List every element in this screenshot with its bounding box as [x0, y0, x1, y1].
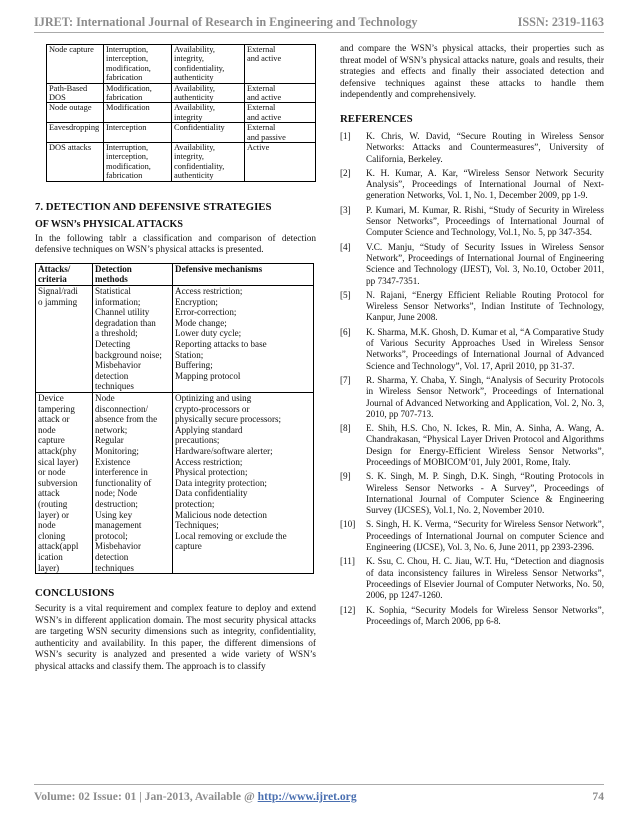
- reference-text: N. Rajani, “Energy Efficient Reliable Routing Protocol for Wireless Sensor Networks”, Indian Institute of Technology, Kanpur, June 2008.: [366, 289, 604, 323]
- column-header: Detection methods: [93, 263, 173, 285]
- reference-item: [340, 375, 604, 420]
- left-column: [35, 44, 316, 674]
- reference-number: [5]: [340, 289, 351, 300]
- reference-number: [9]: [340, 471, 351, 482]
- reference-number: [8]: [340, 423, 351, 434]
- journal-link[interactable]: http://www.ijret.org: [257, 790, 357, 803]
- reference-item: [340, 423, 604, 468]
- footer-volume-text: Volume: 02 Issue: 01 | Jan-2013, Available @: [34, 790, 258, 803]
- table-cell: Optinizing and using crypto-processors or physically secure processors; Applying standard precautions; Hardware/software alerter; Access restriction; Physical protection; Data integrity protection; Data confidentiality protection; Malicious node detection Techniques; Local removing or exclude the capture: [173, 393, 314, 574]
- reference-text: K. Sharma, M.K. Ghosh, D. Kumar et al, “A Comparative Study of Various Security Approaches Used in Wireless Sensor Networks”, Proceedings of International Journal of Advanced Science and Technology”, Vol. 17, April 2010, pp 31-37.: [366, 326, 604, 371]
- reference-item: [340, 290, 604, 324]
- section-subheading: OF WSN’s PHYSICAL ATTACKS: [35, 218, 183, 230]
- reference-number: [4]: [340, 241, 351, 252]
- table-cell: Confidentiality: [172, 123, 245, 143]
- table-cell: Interception: [104, 123, 172, 143]
- issn: ISSN: 2319-1163: [517, 15, 604, 29]
- column-header: Attacks/ criteria: [36, 263, 93, 285]
- right-column: [340, 44, 604, 627]
- journal-title: IJRET: International Journal of Research in Engineering and Technology: [34, 15, 418, 29]
- reference-text: P. Kumari, M. Kumar, R. Rishi, “Study of Security in Wireless Sensor Networks”, Proceedings of International Journal of Computer Science and Technology, Vol.1, No. 5, pp 347-354.: [366, 204, 604, 238]
- reference-item: [340, 205, 604, 239]
- table-cell: Signal/radi o jamming: [36, 286, 93, 393]
- page-number: 74: [592, 790, 604, 803]
- footer-volume: [34, 790, 357, 803]
- table-row: [47, 143, 316, 182]
- reference-item: [340, 131, 604, 165]
- reference-text: K. Ssu, C. Chou, H. C. Jiau, W.T. Hu, “Detection and diagnosis of data inconsistency failures in Wireless Sensor Networks”, Proceedings of Elsevier Journal of Computer Networks, No. 50, 2006, pp 1247-1260.: [366, 556, 604, 601]
- table-cell: Modification: [104, 103, 172, 123]
- reference-text: K. Sophia, “Security Models for Wireless Sensor Networks”, Proceedings of, March 2006, pp 6-8.: [366, 604, 604, 626]
- reference-item: [340, 327, 604, 372]
- table-cell: Availability, authenticity: [172, 83, 245, 103]
- reference-number: [10]: [340, 519, 356, 530]
- conclusions-continued: and compare the WSN’s physical attacks, their properties such as threat model of WSN’s physical attacks nature, goals and results, their strategies and effects and finally their associated detection and defensive techniques against these attacks to handle them independently and comprehensively.: [340, 44, 604, 101]
- attack-properties-table: [46, 44, 316, 182]
- table-row: [36, 393, 314, 574]
- table-cell: Availability, integrity, confidentiality, authenticity: [172, 143, 245, 182]
- page-header: [34, 10, 604, 30]
- page-footer: [34, 790, 604, 803]
- table-cell: External and active: [245, 83, 316, 103]
- reference-number: [3]: [340, 204, 351, 215]
- table-cell: Path-Based DOS: [47, 83, 104, 103]
- reference-number: [2]: [340, 167, 351, 178]
- table-row: [47, 103, 316, 123]
- table-cell: Node capture: [47, 45, 104, 84]
- section-intro: In the following tablr a classification and comparison of detection defensive techniques on WSN’s physical attacks is presented.: [35, 233, 316, 256]
- reference-number: [12]: [340, 604, 356, 615]
- reference-item: [340, 605, 604, 628]
- table-cell: Device tampering attack or node capture attack(phy sical layer) or node subversion attack (routing layer) or node cloning attack(appl ication layer): [36, 393, 93, 574]
- table-cell: DOS attacks: [47, 143, 104, 182]
- table-row: [47, 83, 316, 103]
- reference-number: [11]: [340, 556, 355, 567]
- table-row: [36, 286, 314, 393]
- table-cell: External and active: [245, 103, 316, 123]
- table-cell: Eavesdropping: [47, 123, 104, 143]
- reference-number: [1]: [340, 130, 351, 141]
- detection-defense-table: [35, 263, 314, 574]
- section-heading: 7. DETECTION AND DEFENSIVE STRATEGIES: [35, 200, 272, 213]
- reference-item: [340, 168, 604, 202]
- table-cell: Node disconnection/ absence from the network; Regular Monitoring; Existence interference in functionality of node; Node destruction; Using key management protocol; Misbehavior detection techniques: [93, 393, 173, 574]
- table-cell: Interruption, interception, modification, fabrication: [104, 143, 172, 182]
- column-header: Defensive mechanisms: [173, 263, 314, 285]
- references-heading: REFERENCES: [340, 112, 413, 125]
- table-cell: Modification, fabrication: [104, 83, 172, 103]
- table-cell: Availability, integrity, confidentiality, authenticity: [172, 45, 245, 84]
- table-cell: Active: [245, 143, 316, 182]
- table-row: [47, 45, 316, 84]
- table-row: [47, 123, 316, 143]
- reference-text: K. H. Kumar, A. Kar, “Wireless Sensor Network Security Analysis”, Proceedings of International Journal of Next-generation Networks, Vol. 1, No. 1, December 2009, pp 1-9.: [366, 167, 604, 201]
- reference-number: [7]: [340, 374, 351, 385]
- reference-text: S. Singh, H. K. Verma, “Security for Wireless Sensor Network”, Proceedings of International Journal on computer Science and Engineering (IJCSE), Vol. 3, No. 6, June 2011, pp 2393-2396.: [366, 519, 604, 553]
- table-cell: Interruption, interception, modification, fabrication: [104, 45, 172, 84]
- header-divider: [34, 32, 604, 33]
- reference-text: E. Shih, H.S. Cho, N. Ickes, R. Min, A. Sinha, A. Wang, A. Chandrakasan, “Physical Layer Driven Protocol and Algorithms Design for Energy-Efficient Wireless Sensor Networks”, Proceedings of MOBICOM’01, July 2001, Rome, Italy.: [366, 423, 604, 467]
- reference-number: [6]: [340, 326, 351, 337]
- table-cell: External and active: [245, 45, 316, 84]
- reference-item: [340, 471, 604, 516]
- reference-text: K. Chris, W. David, “Secure Routing in Wireless Sensor Networks: Attacks and Countermeasures”, University of California, Berkeley.: [366, 130, 604, 164]
- table-cell: Availability, integrity: [172, 103, 245, 123]
- reference-item: [340, 242, 604, 287]
- conclusions-heading: CONCLUSIONS: [35, 587, 115, 600]
- reference-list: [340, 131, 604, 627]
- table-cell: Statistical information; Channel utility degradation than a threshold; Detecting background noise; Misbehavior detection techniques: [93, 286, 173, 393]
- reference-item: [340, 556, 604, 601]
- reference-text: S. K. Singh, M. P. Singh, D.K. Singh, “Routing Protocols in Wireless Sensor Networks - A Survey”, Proceedings of International Journal of Computer Science & Engineering Survey (IJCSES), Vol.1, No. 2, November 2010.: [366, 471, 604, 516]
- reference-item: [340, 519, 604, 553]
- footer-divider: [34, 784, 604, 785]
- reference-text: V.C. Manju, “Study of Security Issues in Wireless Sensor Network”, Proceedings of International Journal of Engineering Science and Technology (IJEST), Vol. 3, No.10, October 2011, pp 7347-7351.: [366, 241, 604, 286]
- table-cell: Access restriction; Encryption; Error-correction; Mode change; Lower duty cycle; Reporting attacks to base Station; Buffering; Mapping protocol: [173, 286, 314, 393]
- reference-text: R. Sharma, Y. Chaba, Y. Singh, “Analysis of Security Protocols in Wireless Sensor Network”, Proceedings of International Journal of Advanced Networking and Application, Vol. 2, No. 3, 2010, pp 707-713.: [366, 374, 604, 419]
- table-header-row: [36, 263, 314, 285]
- table-cell: External and passive: [245, 123, 316, 143]
- table-cell: Node outage: [47, 103, 104, 123]
- conclusions-text: Security is a vital requirement and complex feature to deploy and extend WSN’s in different application domain. The most security physical attacks are targeting WSN security dimensions such as integrity, confidentiality, authenticity and availability. In this paper, the different dimensions of WSN’s security is analyzed and presented a wide variety of WSN’s physical attacks and classify them. The approach is to classify: [35, 604, 316, 673]
